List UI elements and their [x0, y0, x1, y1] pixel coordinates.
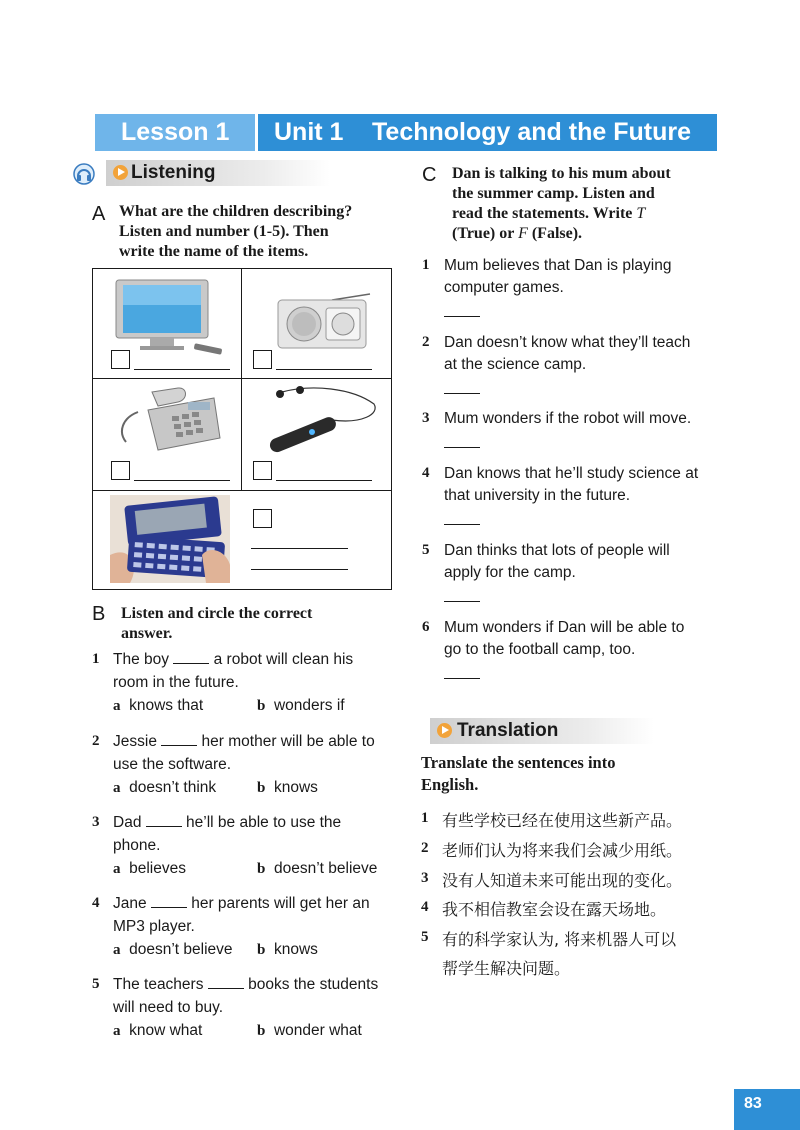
- translation-label: Translation: [457, 720, 559, 741]
- tf-answer-line[interactable]: [444, 315, 480, 317]
- blank[interactable]: [208, 974, 244, 989]
- statement-text: Mum wonders if the robot will move.: [444, 410, 692, 427]
- option-a[interactable]: a knows that: [113, 697, 204, 714]
- item-number: 5: [421, 929, 429, 945]
- tf-answer-line[interactable]: [444, 446, 480, 448]
- blank[interactable]: [173, 649, 209, 664]
- chinese-sentence: 有的科学家认为, 将来机器人可以: [442, 930, 677, 949]
- instruction-line: answer.: [121, 625, 173, 642]
- number-box-4[interactable]: [253, 461, 272, 480]
- tf-answer-line[interactable]: [444, 392, 480, 394]
- page-number-box: [734, 1089, 800, 1130]
- question-text: Jane her parents will get her an: [113, 895, 370, 912]
- section-b-instruction: [121, 604, 312, 644]
- play-icon: [113, 165, 128, 180]
- number-box-5[interactable]: [253, 509, 272, 528]
- option-b[interactable]: b wonders if: [257, 697, 345, 714]
- statement-text: Mum wonders if Dan will be able to: [444, 619, 685, 636]
- item-number: 4: [421, 899, 429, 915]
- question-text-2: phone.: [113, 837, 161, 854]
- statement-text-2: that university in the future.: [444, 487, 631, 504]
- statement-number: 3: [422, 410, 430, 426]
- question-number: 5: [92, 976, 100, 992]
- statement-text: Dan doesn’t know what they’ll teach: [444, 334, 691, 351]
- statement-number: 1: [422, 257, 430, 273]
- statement-text-2: computer games.: [444, 279, 564, 296]
- option-b[interactable]: b doesn’t believe: [257, 860, 378, 877]
- chinese-sentence-2: 帮学生解决问题。: [442, 959, 571, 978]
- tf-answer-line[interactable]: [444, 600, 480, 602]
- question-number: 4: [92, 895, 100, 911]
- statement-number: 4: [422, 465, 430, 481]
- item-number: 1: [421, 810, 429, 826]
- question-text: The teachers books the students: [113, 976, 379, 993]
- chinese-sentence: 我不相信教室会设在露天场地。: [442, 900, 667, 919]
- section-a-instruction: [119, 202, 352, 262]
- question-text-2: use the software.: [113, 756, 232, 773]
- section-b-letter: B: [92, 603, 106, 625]
- blank[interactable]: [161, 731, 197, 746]
- statement-text: Mum believes that Dan is playing: [444, 257, 672, 274]
- option-a[interactable]: a know what: [113, 1022, 203, 1039]
- chinese-sentence: 没有人知道未来可能出现的变化。: [442, 871, 683, 890]
- number-box-3[interactable]: [111, 461, 130, 480]
- statement-number: 2: [422, 334, 430, 350]
- chinese-sentence: 有些学校已经在使用这些新产品。: [442, 811, 683, 830]
- question-text: The boy a robot will clean his: [113, 651, 354, 668]
- listening-label: Listening: [131, 162, 216, 183]
- chinese-sentence: 老师们认为将来我们会减少用纸。: [442, 841, 683, 860]
- option-a[interactable]: a believes: [113, 860, 186, 877]
- page-number: 83: [744, 1095, 762, 1112]
- option-a[interactable]: a doesn’t believe: [113, 941, 233, 958]
- option-b[interactable]: b knows: [257, 779, 318, 796]
- unit-title: Technology and the Future: [372, 118, 691, 146]
- number-box-1[interactable]: [111, 350, 130, 369]
- section-a-letter: A: [92, 203, 106, 225]
- instruction-line: Dan is talking to his mum about: [452, 165, 671, 182]
- instruction-line: the summer camp. Listen and: [452, 185, 655, 202]
- banner-divider: [255, 114, 258, 151]
- instruction-line: write the name of the items.: [119, 243, 309, 260]
- statement-number: 5: [422, 542, 430, 558]
- question-text: Jessie her mother will be able to: [113, 733, 375, 750]
- blank[interactable]: [146, 812, 182, 827]
- telephone-icon: [118, 382, 228, 458]
- headphones-icon: [73, 163, 95, 185]
- blank[interactable]: [151, 893, 187, 908]
- translation-instruction: [421, 752, 615, 796]
- option-a[interactable]: a doesn’t think: [113, 779, 217, 796]
- statement-number: 6: [422, 619, 430, 635]
- instruction-line: (True) or F (False).: [452, 225, 583, 242]
- answer-line-3[interactable]: [134, 479, 230, 481]
- answer-line-5a[interactable]: [251, 547, 348, 549]
- instruction-line: What are the children describing?: [119, 203, 353, 220]
- statement-text-2: go to the football camp, too.: [444, 641, 636, 658]
- question-text-2: will need to buy.: [113, 999, 223, 1016]
- question-number: 2: [92, 733, 100, 749]
- answer-line-2[interactable]: [276, 368, 372, 370]
- unit-label: Unit 1: [274, 118, 344, 146]
- instruction-line: Translate the sentences into: [421, 753, 616, 772]
- item-number: 2: [421, 840, 429, 856]
- statement-text-2: apply for the camp.: [444, 564, 576, 581]
- radio-icon: [272, 292, 372, 352]
- tf-answer-line[interactable]: [444, 523, 480, 525]
- flat-screen-tv-icon: [110, 276, 228, 358]
- question-number: 3: [92, 814, 100, 830]
- question-number: 1: [92, 651, 100, 667]
- answer-line-5b[interactable]: [251, 568, 348, 570]
- question-text: Dad he’ll be able to use the: [113, 814, 342, 831]
- mp3-player-icon: [262, 384, 382, 460]
- question-text-2: MP3 player.: [113, 918, 195, 935]
- play-icon: [437, 723, 452, 738]
- option-b[interactable]: b wonder what: [257, 1022, 362, 1039]
- option-b[interactable]: b knows: [257, 941, 318, 958]
- tf-answer-line[interactable]: [444, 677, 480, 679]
- instruction-line: Listen and number (1-5). Then: [119, 223, 329, 240]
- section-c-instruction: [452, 164, 671, 244]
- statement-text-2: at the science camp.: [444, 356, 587, 373]
- statement-text: Dan knows that he’ll study science at: [444, 465, 699, 482]
- instruction-line: Listen and circle the correct: [121, 605, 313, 622]
- electronic-dictionary-icon: [110, 495, 230, 583]
- answer-line-1[interactable]: [134, 368, 230, 370]
- instruction-line: read the statements. Write T: [452, 205, 646, 222]
- instruction-line: English.: [421, 775, 479, 794]
- lesson-label: Lesson 1: [121, 118, 230, 146]
- question-text-2: room in the future.: [113, 674, 239, 691]
- item-number: 3: [421, 870, 429, 886]
- section-c-letter: C: [422, 164, 437, 186]
- answer-line-4[interactable]: [276, 479, 372, 481]
- number-box-2[interactable]: [253, 350, 272, 369]
- statement-text: Dan thinks that lots of people will: [444, 542, 670, 559]
